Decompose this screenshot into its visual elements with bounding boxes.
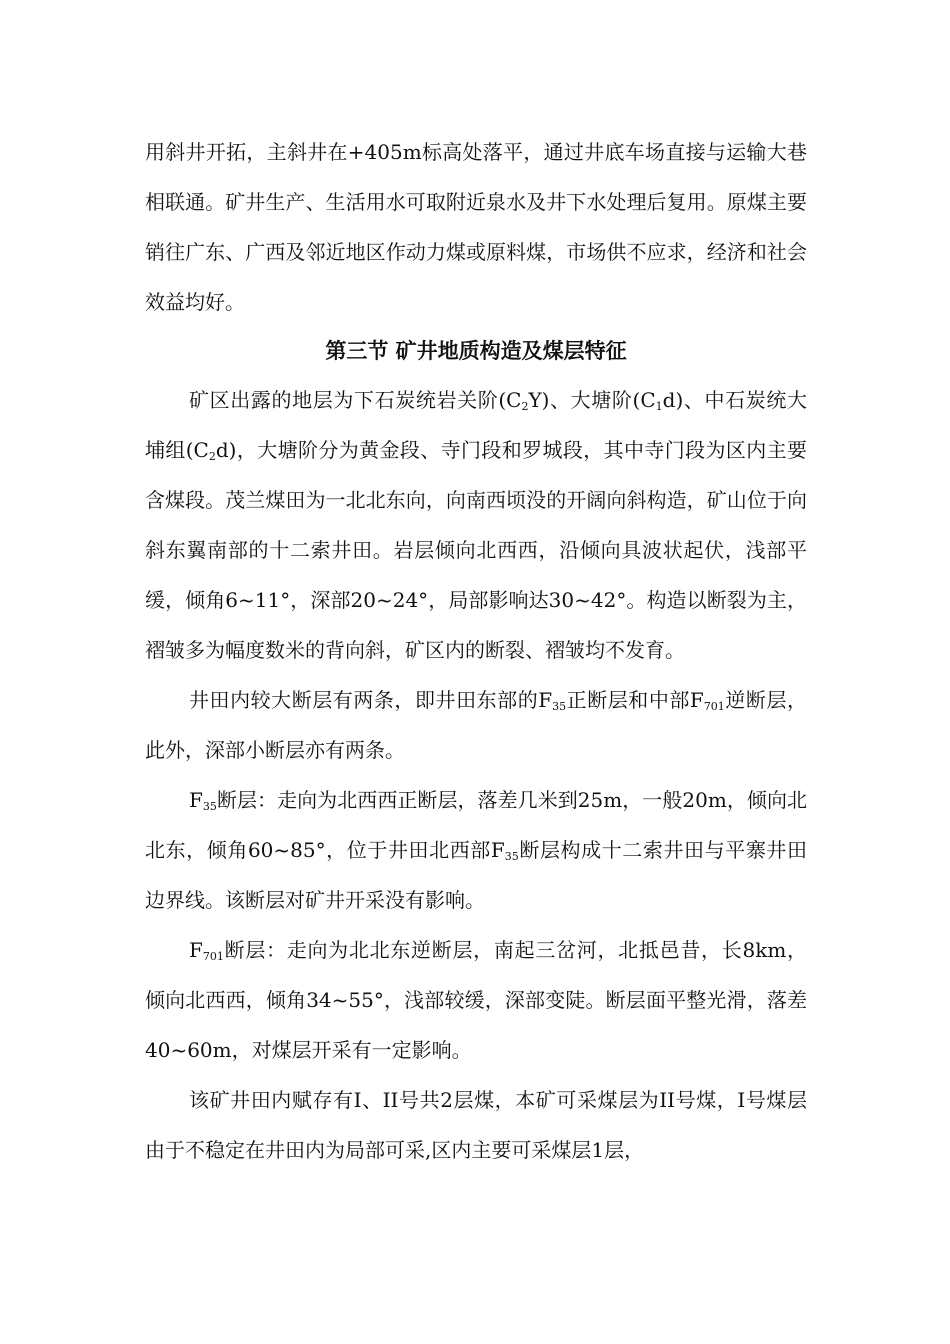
subscript: 2 [521,400,529,413]
subscript: 701 [703,700,725,713]
text-run: 逆断层，此外，深部小断层亦有两条。 [145,688,807,762]
subscript: 35 [552,700,567,713]
text-run: 断层：走向为北西西正断层，落差几米到25m，一般20m，倾向北北东，倾角60~85°，位于井田北西部F [145,788,807,862]
subscript: 35 [202,800,217,813]
paragraph-fault-f701 [145,925,807,1075]
text-run: Y)、大塘阶(C [528,388,656,412]
text-run: 断层：走向为北北东逆断层，南起三岔河，北抵邑昔，长8km，倾向北西西，倾角34~55°，浅部较缓，深部变陡。断层面平整光滑，落差40~60m，对煤层开采有一定影响。 [145,938,807,1062]
text-run: 断层构成十二索井田与平寨井田边界线。该断层对矿井开采没有影响。 [145,838,807,912]
subscript: 35 [504,850,519,863]
subscript: 701 [202,950,224,963]
text-run: 井田内较大断层有两条，即井田东部的F [189,688,553,712]
text-run: d)、中石炭统大埔组(C [145,388,807,462]
subscript: 1 [655,400,663,413]
text-run: F [189,788,203,812]
section-title: 第三节 矿井地质构造及煤层特征 [325,339,627,363]
paragraph-coal-seams: 该矿井田内赋存有I、II号共2层煤，本矿可采煤层为II号煤，I号煤层由于不稳定在井田内为局部可采,区内主要可采煤层1层， [145,1088,807,1162]
subscript: 2 [208,450,216,463]
text-run: 矿区出露的地层为下石炭统岩关阶(C [189,388,522,412]
text-run: 正断层和中部F [566,688,704,712]
document-body [145,127,807,1175]
text-run: F [189,938,203,962]
paragraph-faults-overview [145,675,807,775]
paragraph-intro: 用斜井开拓，主斜井在+405m标高处落平，通过井底车场直接与运输大巷相联通。矿井生产、生活用水可取附近泉水及井下水处理后复用。原煤主要销往广东、广西及邻近地区作动力煤或原料煤，市场供不应求，经济和社会效益均好。 [145,140,807,314]
paragraph-fault-f35 [145,775,807,925]
text-run: d)，大塘阶分为黄金段、寺门段和罗城段，其中寺门段为区内主要含煤段。茂兰煤田为一北北东向，向南西顷没的开阔向斜构造，矿山位于向斜东翼南部的十二索井田。岩层倾向北西西，沿倾向具波状起伏，浅部平缓，倾角6~11°，深部20~24°，局部影响达30~42°。构造以断裂为主，褶皱多为幅度数米的背向斜，矿区内的断裂、褶皱均不发育。 [145,438,807,662]
paragraph-strata [145,375,807,675]
